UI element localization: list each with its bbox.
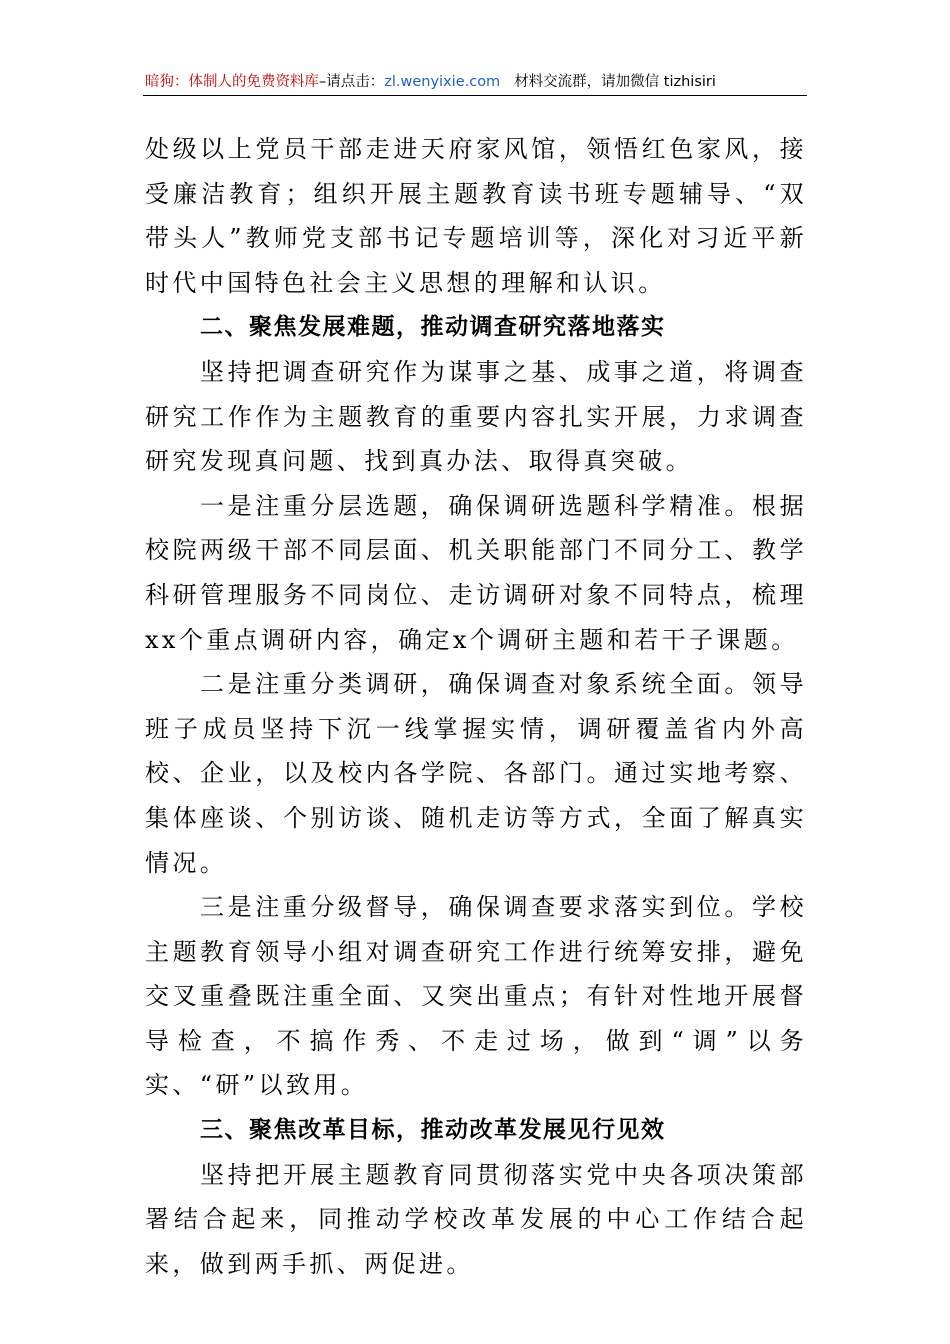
paragraph-point-1: 一是注重分层选题，确保调研选题科学精准。根据校院两级干部不同层面、机关职能部门不同分工、教学科研管理服务不同岗位、走访调研对象不同特点，梳理xx个重点调研内容，确定x个调研主题和若干子课题。 [145, 491, 807, 654]
paragraph-continued: 处级以上党员干部走进天府家风馆，领悟红色家风，接受廉洁教育；组织开展主题教育读书班专题辅导、“双带头人”教师党支部书记专题培训等，深化对习近平新时代中国特色社会主义思想的理解和认识。 [145, 135, 807, 297]
section-heading-2: 二、聚焦发展难题，推动调查研究落地落实 [200, 314, 666, 341]
paragraph-point-3: 三是注重分级督导，确保调查要求落实到位。学校主题教育领导小组对调查研究工作进行统筹安排，避免交叉重叠既注重全面、又突出重点；有针对性地开展督导检查，不搞作秀、不走过场，做到“调”以务实、“研”以致用。 [145, 893, 807, 1100]
paragraph-section-2-intro: 坚持把调查研究作为谋事之基、成事之道，将调查研究工作作为主题教育的重要内容扎实开展，力求调查研究发现真问题、找到真办法、取得真突破。 [145, 357, 807, 476]
header-divider [143, 95, 807, 96]
header-separator: –请点击： [319, 74, 385, 90]
section-heading-3: 三、聚焦改革目标，推动改革发展见行见效 [200, 1117, 666, 1144]
paragraph-point-2: 二是注重分类调研，确保调查对象系统全面。领导班子成员坚持下沉一线掌握实情，调研覆盖省内外高校、企业，以及校内各学院、各部门。通过实地考察、集体座谈、个别访谈、随机走访等方式，全面了解真实情况。 [145, 670, 807, 877]
header-link[interactable]: zl.wenyixie.com [384, 74, 501, 90]
header-brand: 暗狗：体制人的免费资料库 [145, 74, 319, 90]
document-body [145, 127, 807, 1286]
header-group-note: 材料交流群，请加微信 tizhisiri [514, 74, 716, 90]
page-header [145, 70, 805, 94]
paragraph-section-3-intro: 坚持把开展主题教育同贯彻落实党中央各项决策部署结合起来，同推动学校改革发展的中心工作结合起来，做到两手抓、两促进。 [145, 1160, 807, 1278]
